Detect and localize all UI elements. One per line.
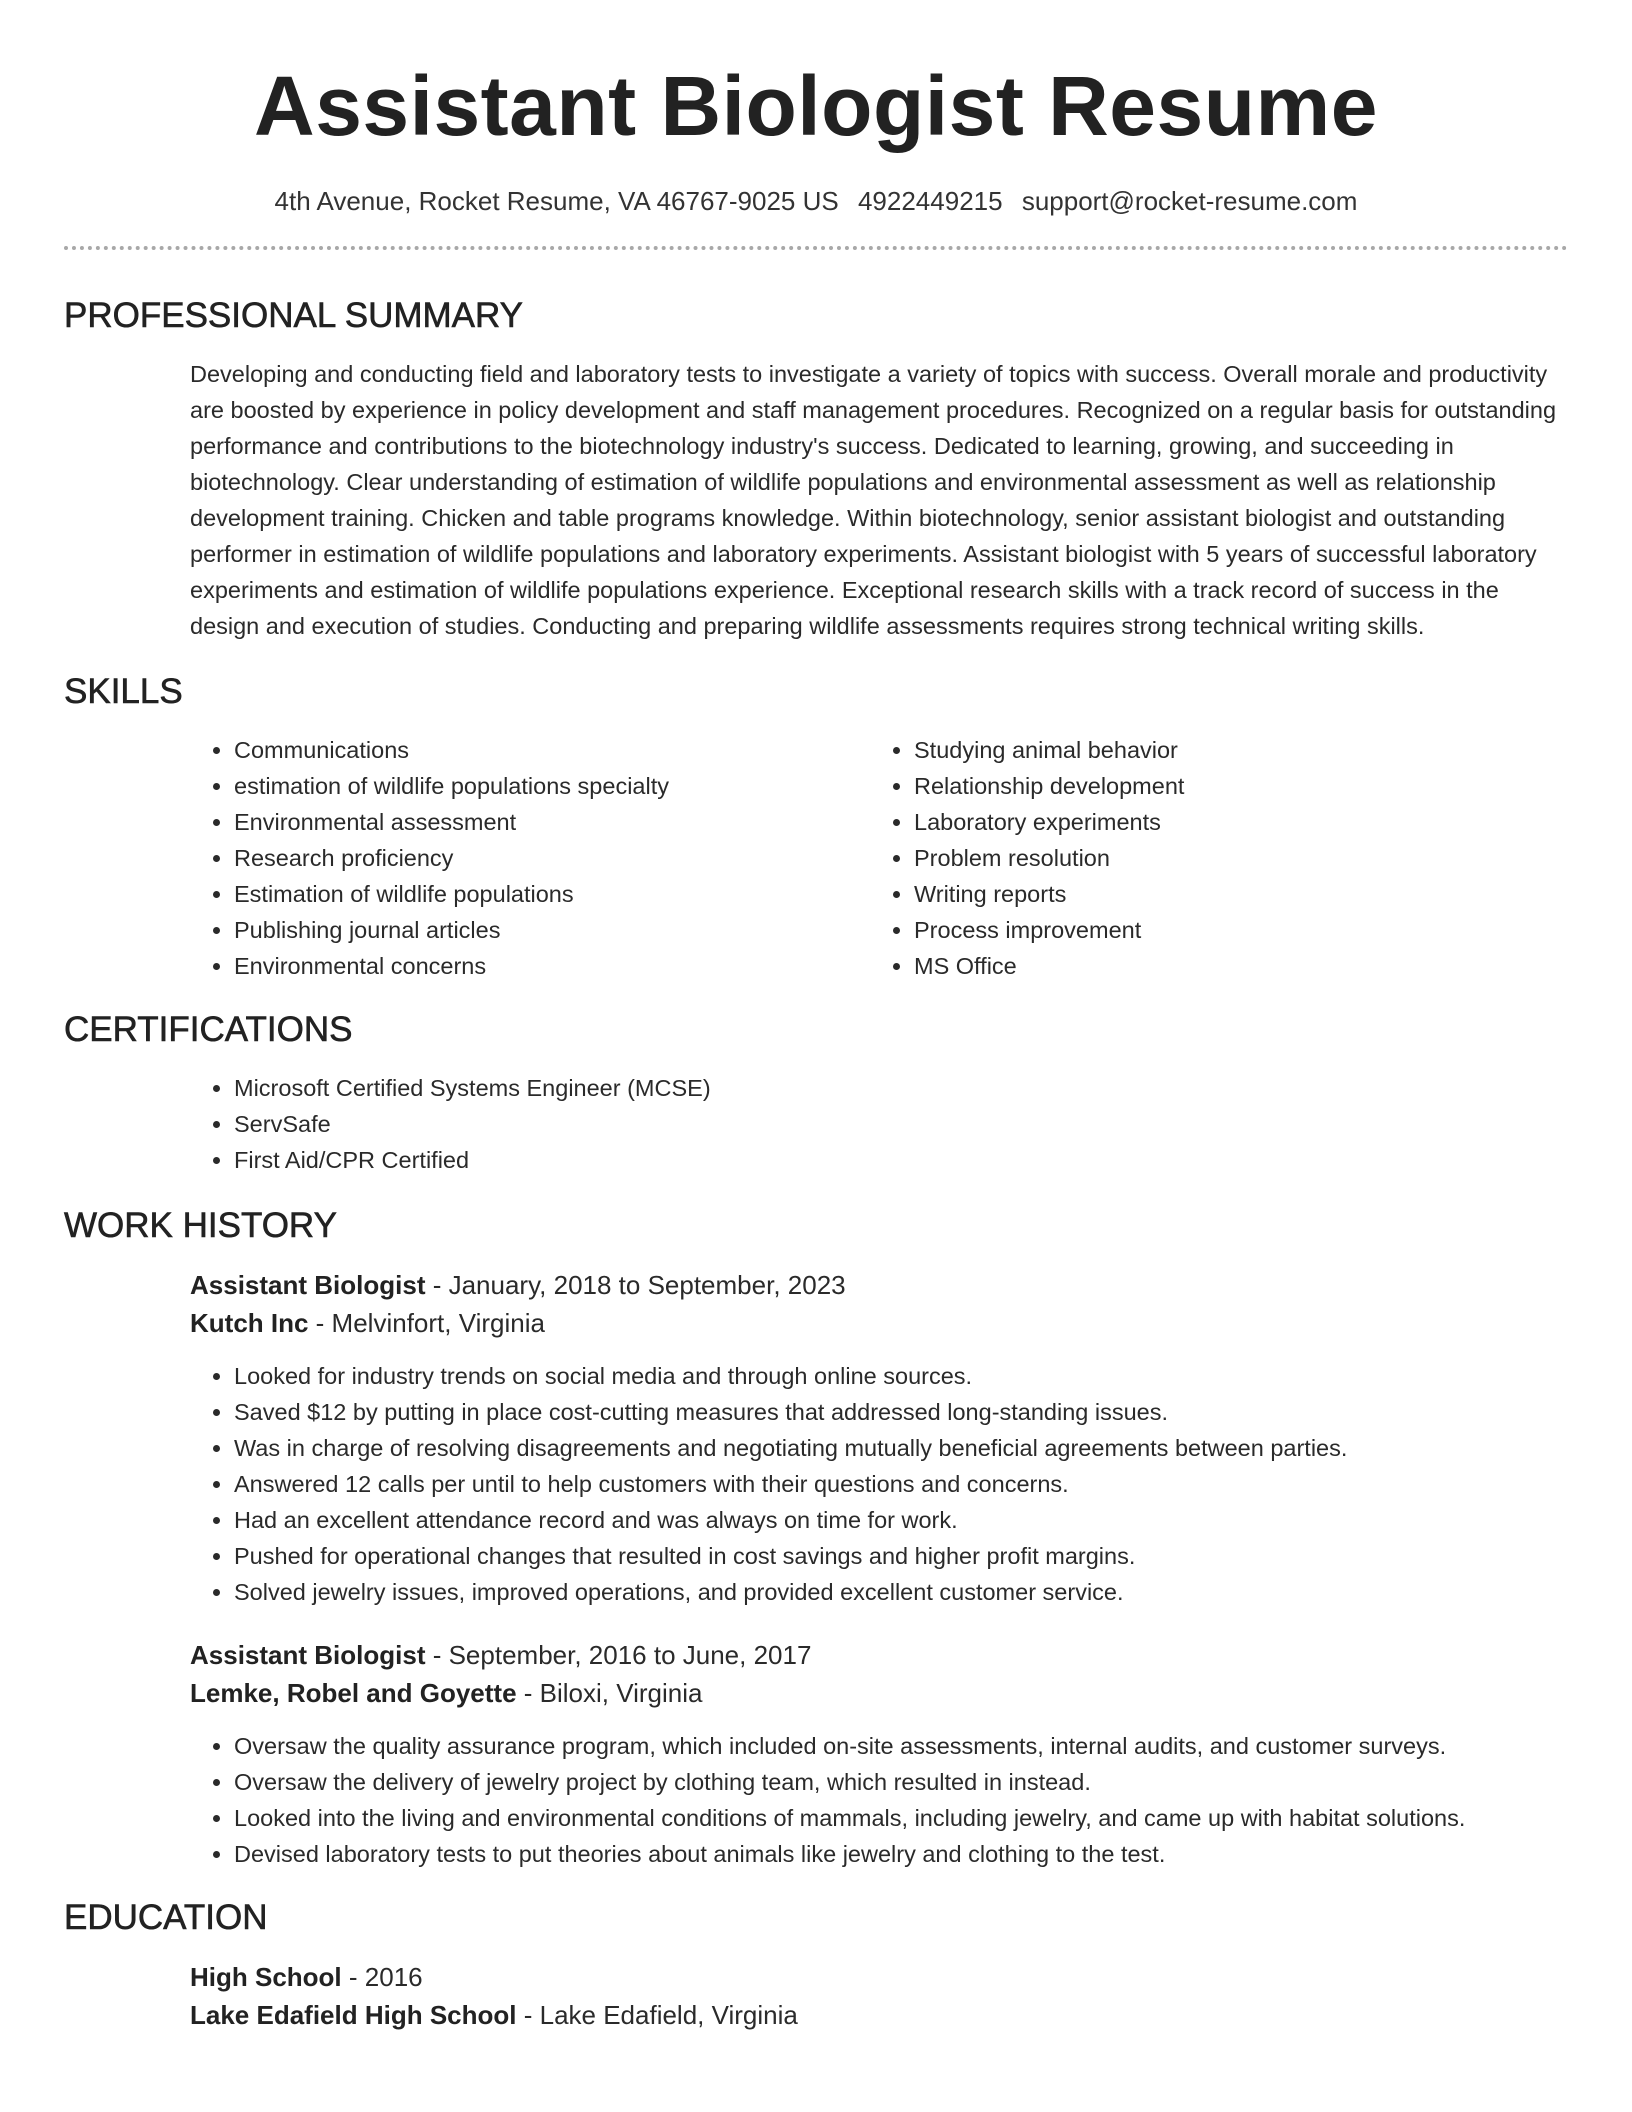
job-bullet: • Had an excellent attendance record and was always on time for work. bbox=[234, 1502, 1568, 1538]
skills-list bbox=[190, 732, 1568, 984]
job-title: Assistant Biologist bbox=[190, 1640, 426, 1670]
job-bullet: • Solved jewelry issues, improved operations, and provided excellent customer service. bbox=[234, 1574, 1568, 1610]
job-company: Lemke, Robel and Goyette bbox=[190, 1678, 517, 1708]
skills-column-1 bbox=[190, 732, 870, 984]
job-title-line bbox=[190, 1636, 1568, 1674]
certification-item: • ServSafe bbox=[234, 1106, 1568, 1142]
skill-item: • Communications bbox=[234, 732, 870, 768]
job-bullet: • Pushed for operational changes that resulted in cost savings and higher profit margins. bbox=[234, 1538, 1568, 1574]
job-title: Assistant Biologist bbox=[190, 1270, 426, 1300]
job-entry bbox=[190, 1636, 1568, 1872]
job-company-line bbox=[190, 1304, 1568, 1342]
job-location: - Melvinfort, Virginia bbox=[308, 1308, 545, 1338]
contact-email: support@rocket-resume.com bbox=[1021, 186, 1358, 216]
section-heading-skills: SKILLS bbox=[64, 672, 183, 711]
skill-item: • Publishing journal articles bbox=[234, 912, 870, 948]
education-year: - 2016 bbox=[341, 1962, 423, 1992]
job-bullet: • Was in charge of resolving disagreements and negotiating mutually beneficial agreements between parties. bbox=[234, 1430, 1568, 1466]
certifications-list bbox=[190, 1070, 1568, 1178]
certification-item: • First Aid/CPR Certified bbox=[234, 1142, 1568, 1178]
job-dates: - September, 2016 to June, 2017 bbox=[425, 1640, 812, 1670]
certification-item: • Microsoft Certified Systems Engineer (MCSE) bbox=[234, 1070, 1568, 1106]
contact-phone: 4922449215 bbox=[857, 186, 1003, 216]
job-bullets bbox=[190, 1728, 1568, 1872]
education-degree: High School bbox=[190, 1962, 342, 1992]
skill-item: • Process improvement bbox=[914, 912, 1184, 948]
job-company: Kutch Inc bbox=[190, 1308, 309, 1338]
job-company-line bbox=[190, 1674, 1568, 1712]
skill-item: • estimation of wildlife populations specialty bbox=[234, 768, 870, 804]
job-bullet: • Answered 12 calls per until to help customers with their questions and concerns. bbox=[234, 1466, 1568, 1502]
certifications-block bbox=[190, 1070, 1568, 1178]
education-degree-line bbox=[190, 1958, 1568, 1996]
resume-page bbox=[64, 0, 1568, 2034]
job-bullets bbox=[190, 1358, 1568, 1610]
job-bullet: • Saved $12 by putting in place cost-cutting measures that addressed long-standing issues. bbox=[234, 1394, 1568, 1430]
education-school-line bbox=[190, 1996, 1568, 2034]
skill-item: • MS Office bbox=[914, 948, 1184, 984]
job-title-line bbox=[190, 1266, 1568, 1304]
job-bullet: • Oversaw the delivery of jewelry project by clothing team, which resulted in instead. bbox=[234, 1764, 1568, 1800]
skill-item: • Environmental concerns bbox=[234, 948, 870, 984]
page-title: Assistant Biologist Resume bbox=[254, 59, 1378, 153]
skill-item: • Laboratory experiments bbox=[914, 804, 1184, 840]
education-location: - Lake Edafield, Virginia bbox=[516, 2000, 798, 2030]
job-bullet: • Looked for industry trends on social media and through online sources. bbox=[234, 1358, 1568, 1394]
section-heading-education: EDUCATION bbox=[64, 1898, 268, 1937]
job-dates: - January, 2018 to September, 2023 bbox=[425, 1270, 846, 1300]
skill-item: • Environmental assessment bbox=[234, 804, 870, 840]
job-bullet: • Oversaw the quality assurance program, which included on-site assessments, internal audits, and customer surveys. bbox=[234, 1728, 1568, 1764]
section-heading-work-history: WORK HISTORY bbox=[64, 1206, 337, 1245]
education-school: Lake Edafield High School bbox=[190, 2000, 517, 2030]
skill-item: • Writing reports bbox=[914, 876, 1184, 912]
contact-address: 4th Avenue, Rocket Resume, VA 46767-9025 US bbox=[274, 186, 839, 216]
contact-line bbox=[64, 184, 1568, 218]
section-heading-certifications: CERTIFICATIONS bbox=[64, 1010, 353, 1049]
job-bullet: • Looked into the living and environmental conditions of mammals, including jewelry, and came up with habitat solutions. bbox=[234, 1800, 1568, 1836]
skill-item: • Studying animal behavior bbox=[914, 732, 1184, 768]
header-divider bbox=[64, 246, 1568, 250]
education-entry bbox=[190, 1958, 1568, 2034]
skill-item: • Relationship development bbox=[914, 768, 1184, 804]
skill-item: • Research proficiency bbox=[234, 840, 870, 876]
section-heading-summary: PROFESSIONAL SUMMARY bbox=[64, 296, 523, 335]
job-bullet: • Devised laboratory tests to put theories about animals like jewelry and clothing to the test. bbox=[234, 1836, 1568, 1872]
summary-text: Developing and conducting field and laboratory tests to investigate a variety of topics with success. Overall morale and productivity are boosted by experience in policy development and staff management procedures. Recognized on a regular basis for outstanding performance and contributions to the biotechnology industry's success. Dedicated to learning, growing, and succeeding in biotechnology. Clear understanding of estimation of wildlife populations and environmental assessment as well as relationship development training. Chicken and table programs knowledge. Within biotechnology, senior assistant biologist and outstanding performer in estimation of wildlife populations and laboratory experiments. Assistant biologist with 5 years of successful laboratory experiments and estimation of wildlife populations experience. Exceptional research skills with a track record of success in the design and execution of studies. Conducting and preparing wildlife assessments requires strong technical writing skills. bbox=[190, 361, 1557, 639]
job-location: - Biloxi, Virginia bbox=[516, 1678, 703, 1708]
skill-item: • Problem resolution bbox=[914, 840, 1184, 876]
skills-column-2 bbox=[870, 732, 1184, 984]
job-entry bbox=[190, 1266, 1568, 1610]
skill-item: • Estimation of wildlife populations bbox=[234, 876, 870, 912]
